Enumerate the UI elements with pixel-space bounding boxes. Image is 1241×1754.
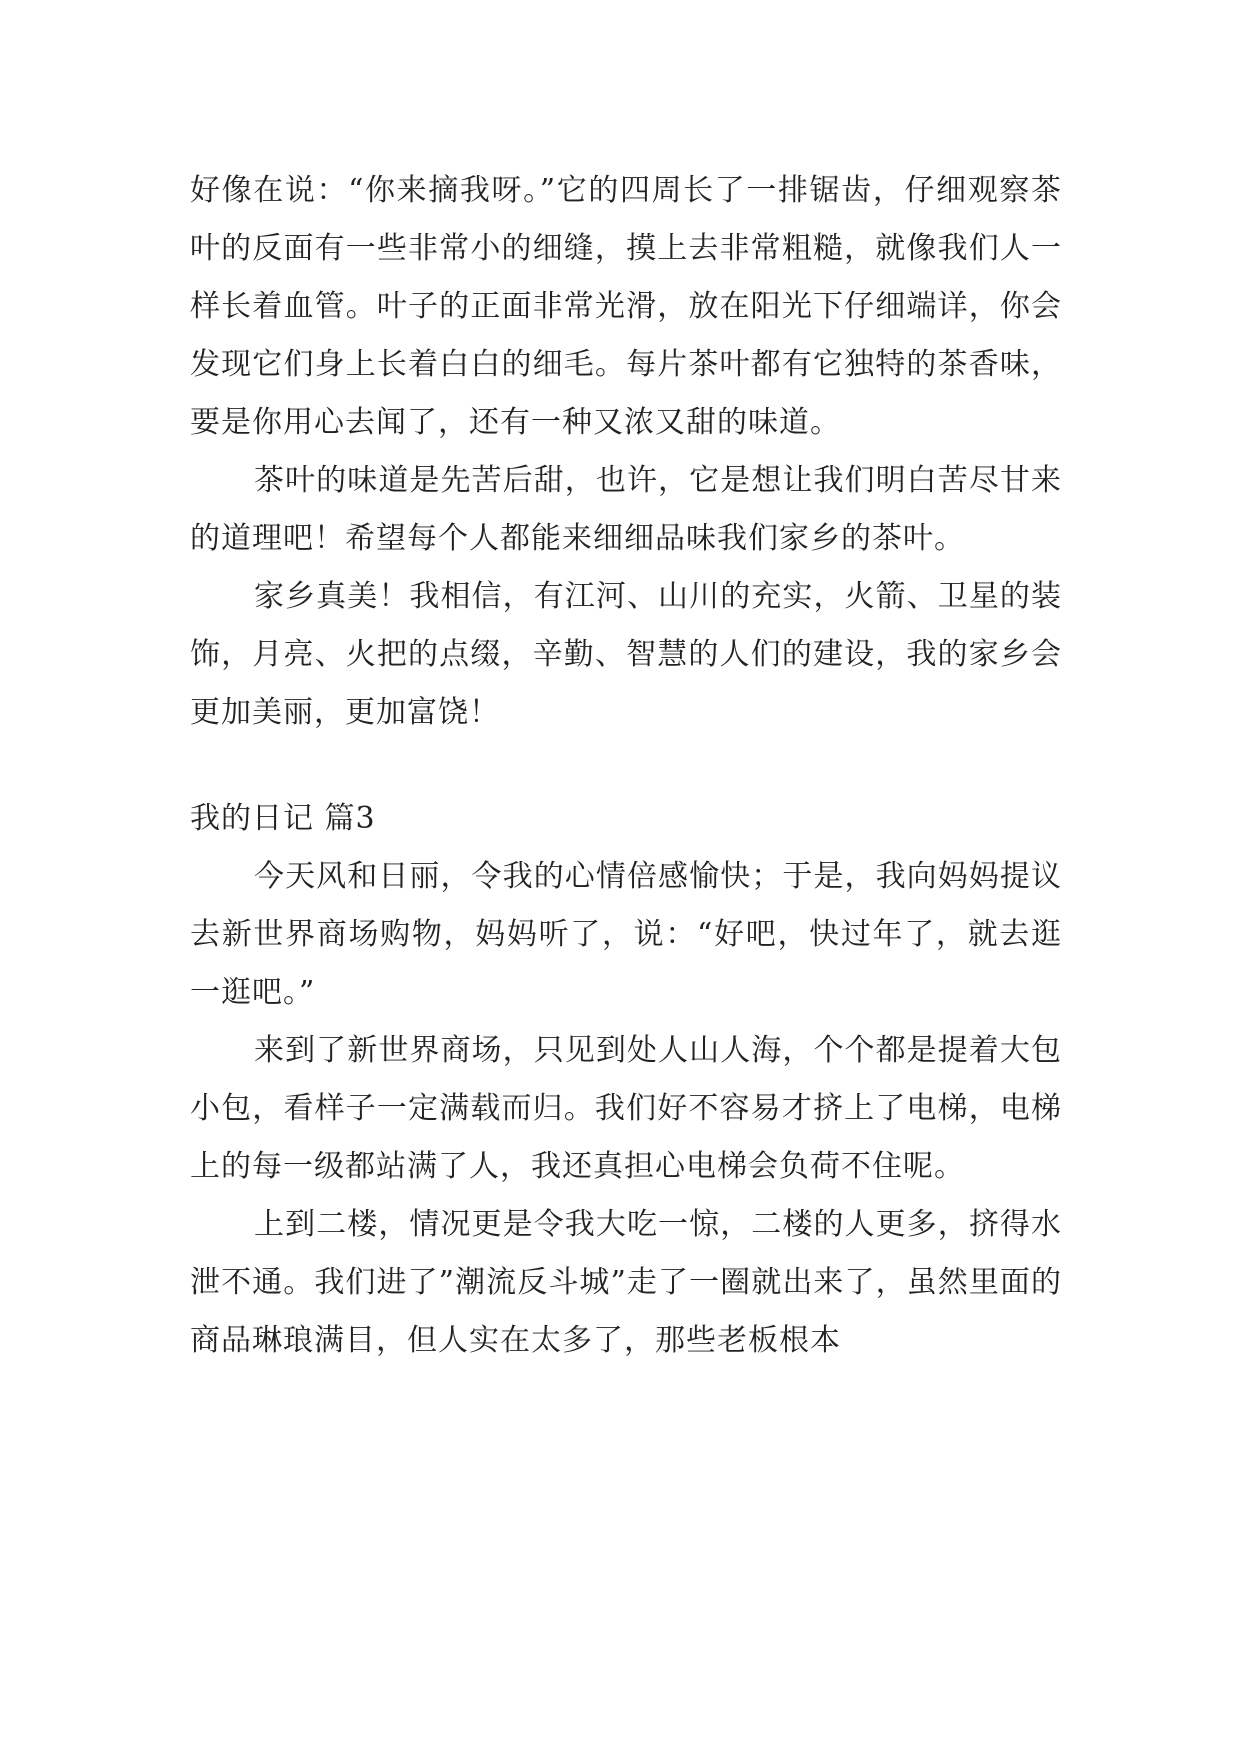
paragraph-tea-description: 好像在说：“你来摘我呀。”它的四周长了一排锯齿，仔细观察茶叶的反面有一些非常小的细缝，摸上去非常粗糙，就像我们人一样长着血管。叶子的正面非常光滑，放在阳光下仔细端详，你会发现它们身上长着白白的细毛。每片茶叶都有它独特的茶香味，要是你用心去闻了，还有一种又浓又甜的味道。 xyxy=(190,173,1062,440)
section-heading-diary-3: 我的日记 篇3 xyxy=(190,801,376,836)
paragraph-tea-taste: 茶叶的味道是先苦后甜，也许，它是想让我们明白苦尽甘来的道理吧！希望每个人都能来细细品味我们家乡的茶叶。 xyxy=(190,463,1062,556)
paragraph-diary-weather: 今天风和日丽，令我的心情倍感愉快；于是，我向妈妈提议去新世界商场购物，妈妈听了，说：“好吧，快过年了，就去逛一逛吧。” xyxy=(190,859,1062,1010)
paragraph-diary-second-floor: 上到二楼，情况更是令我大吃一惊，二楼的人更多，挤得水泄不通。我们进了”潮流反斗城”走了一圈就出来了，虽然里面的商品琳琅满目，但人实在太多了，那些老板根本 xyxy=(190,1207,1062,1358)
paragraph-hometown-beautiful: 家乡真美！我相信，有江河、山川的充实，火箭、卫星的装饰，月亮、火把的点缀，辛勤、智慧的人们的建设，我的家乡会更加美丽，更加富饶！ xyxy=(190,579,1062,730)
document-body xyxy=(190,162,1062,1370)
paragraph-diary-mall: 来到了新世界商场，只见到处人山人海，个个都是提着大包小包，看样子一定满载而归。我们好不容易才挤上了电梯，电梯上的每一级都站满了人，我还真担心电梯会负荷不住呢。 xyxy=(190,1033,1062,1184)
